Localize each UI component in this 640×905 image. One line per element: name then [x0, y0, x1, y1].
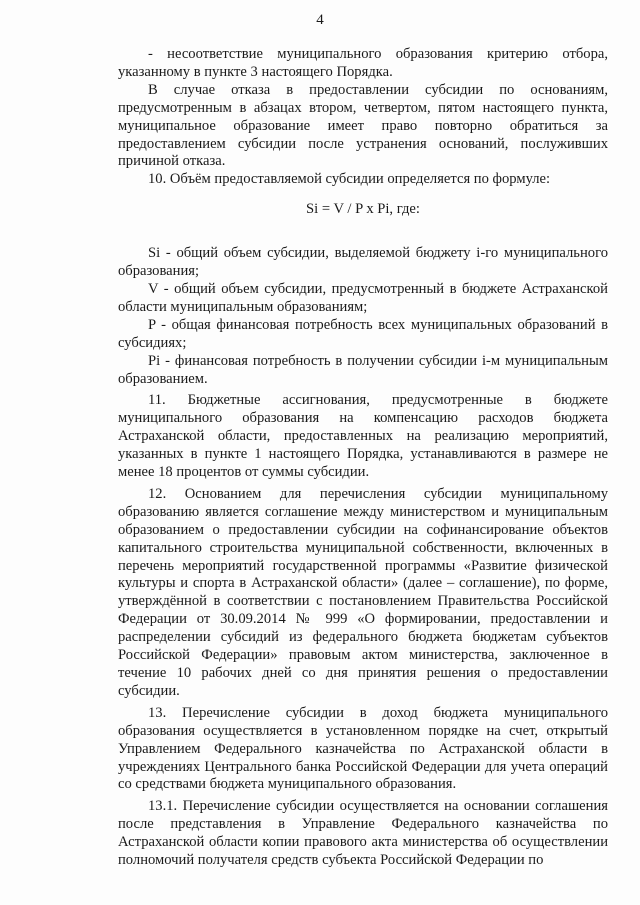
definition-v: V - общий объем субсидии, предусмотренный в бюджете Астраханской области муниципальным образованиям; [118, 280, 608, 315]
clause-11: 11. Бюджетные ассигнования, предусмотренные в бюджете муниципального образования на компенсацию расходов бюджета Астраханской области, предоставленных на реализацию мероприятий, указанных в пункте 1 настоящего Порядка, устанавливаются в размере не менее 18 процентов от суммы субсидии. [118, 392, 608, 481]
definition-si: Si - общий объем субсидии, выделяемой бюджету i-го муниципального образования; [118, 245, 608, 280]
page-number: 4 [316, 12, 324, 28]
clause-13: 13. Перечисление субсидии в доход бюджета муниципального образования осуществляется в установленном порядке на счет, открытый Управлением Федерального казначейства по Астраханской области в учреждениях Центрального банка Российской Федерации для учета операций со средствами бюджета муниципального образования. [118, 704, 608, 793]
clause-12: 12. Основанием для перечисления субсидии муниципальному образованию является соглашение между министерством и муниципальным образованием о предоставлении субсидии на софинансирование объектов капитального строительства муниципальной собственности, включенных в перечень мероприятий государственной программы «Развитие физической культуры и спорта в Астраханской области» (далее – соглашение), по форме, утверждённой в соответствии с постановлением Правительства Российской Федерации от 30.09.2014 № 999 «О формировании, предоставлении и распределении субсидий из федерального бюджета бюджетам субъектов Российской Федерации» правовым актом министерства, заключенное в течение 10 рабочих дней со дня принятия решения о предоставлении субсидии. [118, 485, 608, 699]
definition-p: P - общая финансовая потребность всех муниципальных образований в субсидиях; [118, 316, 608, 351]
clause-13-1: 13.1. Перечисление субсидии осуществляется на основании соглашения после представления в Управление Федерального казначейства по Астраханской области копии правового акта министерства об осуществлении полномочий получателя средств субъекта Российской Федерации по [118, 798, 608, 869]
document-body [118, 46, 608, 870]
definition-pi: Pi - финансовая потребность в получении субсидии i-м муниципальным образованием. [118, 352, 608, 387]
paragraph-refusal-reapply: В случае отказа в предоставлении субсидии по основаниям, предусмотренным в абзацах втором, четвертом, пятом настоящего пункта, муниципальное образование имеет право повторно обратиться за предоставлением субсидии после устранения оснований, послуживших причиной отказа. [118, 81, 608, 170]
paragraph-clause-10: 10. Объём предоставляемой субсидии определяется по формуле: [148, 171, 551, 188]
paragraph-criterion-mismatch: - несоответствие муниципального образования критерию отбора, указанному в пункте 3 настоящего Порядка. [118, 46, 608, 80]
subsidy-formula: Si = V / P x Pi, где: [306, 201, 420, 218]
